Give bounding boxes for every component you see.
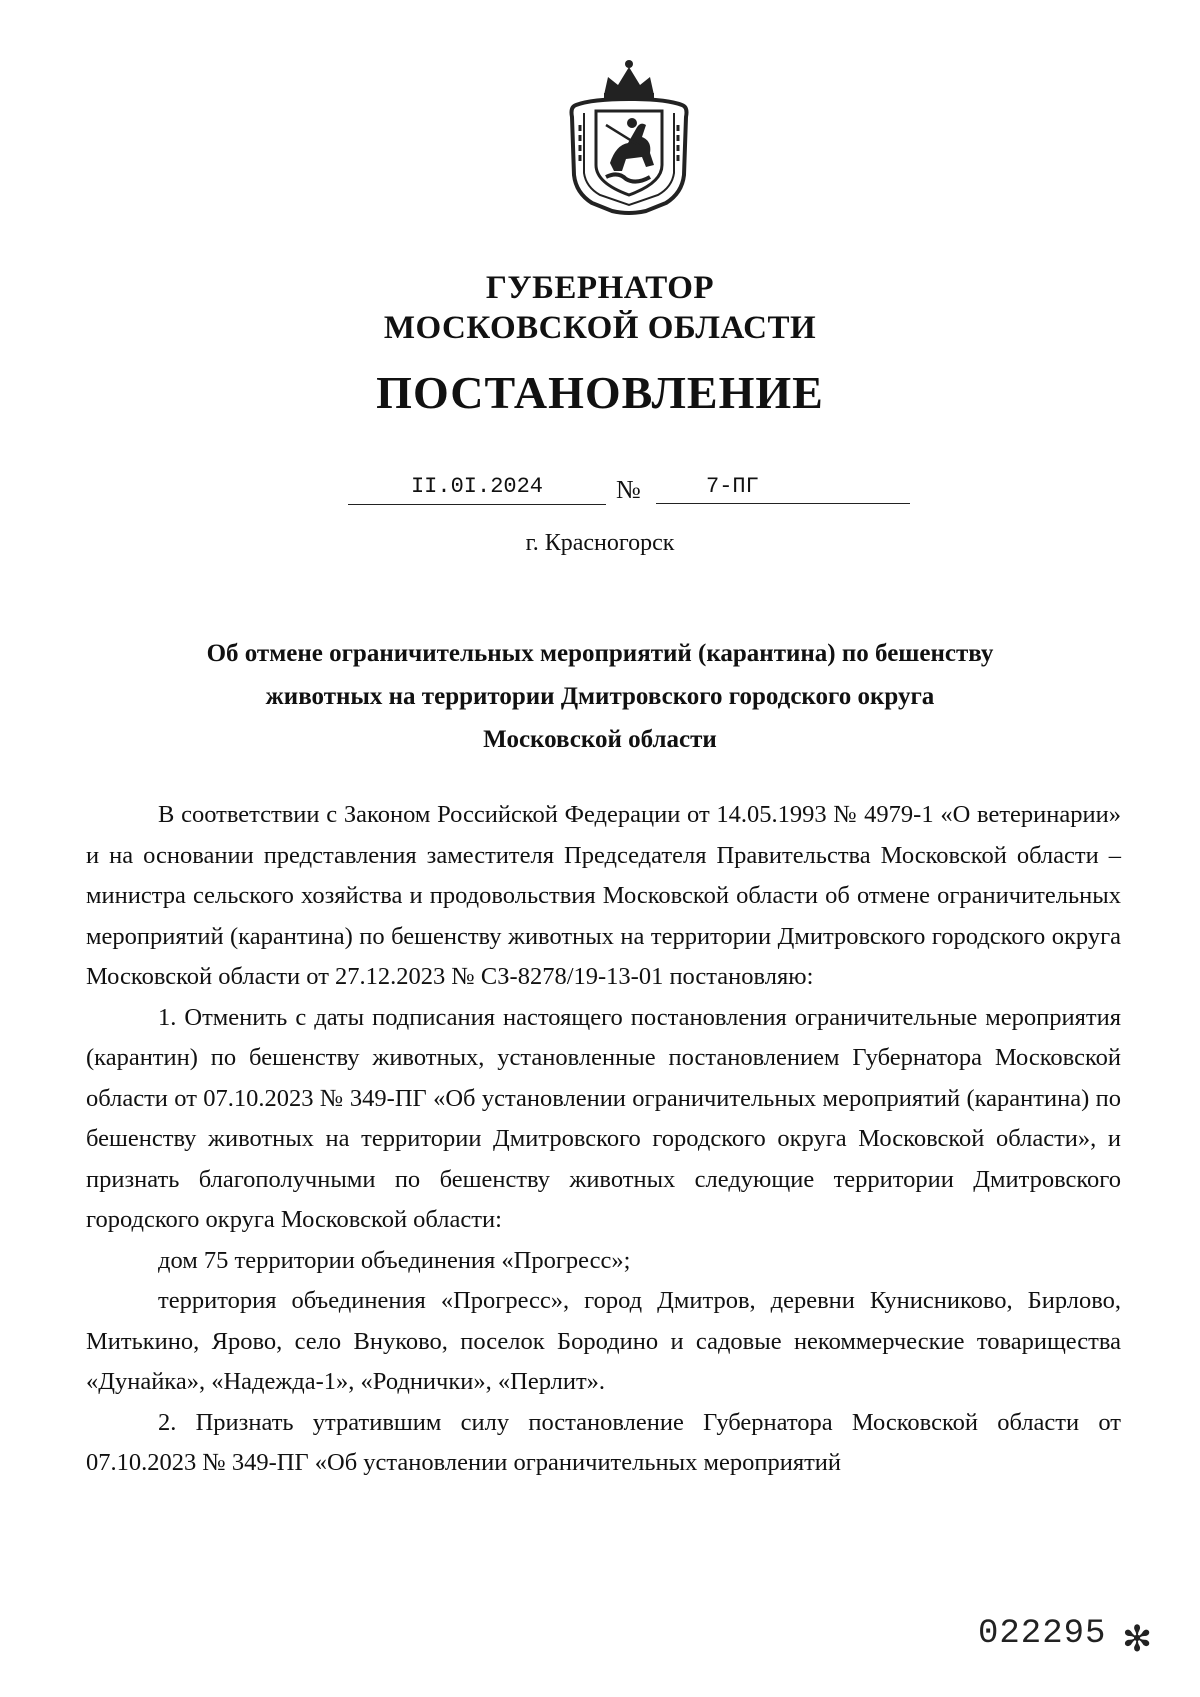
authority-heading [0,268,1200,348]
title-line1: Об отмене ограничительных мероприятий (карантина) по бешенству [206,640,994,667]
body-paragraph-house: дом 75 территории объединения «Прогресс»; [158,1246,631,1274]
body-paragraph-territories: территория объединения «Прогресс», город Дмитров, деревни Кунисниково, Бирлово, Митькино, Ярово, село Внуково, поселок Бородино и садовые некоммерческие товарищества «Дунайка», «Надежда-1», «Роднички», «Перлит». [86,1287,1121,1395]
asterisk-star-icon: ✻ [1122,1619,1153,1659]
body-paragraph-item1: 1. Отменить с даты подписания настоящего постановления ограничительные мероприятия (карантин) по бешенству животных, установленные постановлением Губернатора Московской области от 07.10.2023 № 349-ПГ «Об установлении ограничительных мероприятий (карантина) по бешенству животных на территории Дмитровского городского округа Московской области», и признать благополучными по бешенству животных следующие территории Дмитровского городского округа Московской области: [86,1003,1121,1233]
number-sign: № [616,475,641,504]
authority-line1: ГУБЕРНАТОР [485,270,715,306]
authority-line2: МОСКОВСКОЙ ОБЛАСТИ [383,310,817,346]
document-title [0,632,1200,761]
body-paragraph-preamble: В соответствии с Законом Российской Федерации от 14.05.1993 № 4979-1 «О ветеринарии» и на основании представления заместителя Председателя Правительства Московской области – министра сельского хозяйства и продовольствия Московской области об отмене ограничительных мероприятий (карантина) по бешенству животных на территории Дмитровского городского округа Московской области от 27.12.2023 № СЗ-8278/19-13-01 постановляю: [86,801,1121,990]
coat-of-arms-icon [566,55,692,217]
document-number: 7-ПГ [656,470,910,504]
document-type: ПОСТАНОВЛЕНИЕ [376,367,824,418]
document-body [86,795,1121,1484]
body-paragraph-item2: 2. Признать утратившим силу постановление Губернатора Московской области от 07.10.2023 № 349-ПГ «Об установлении ограничительных мероприятий [86,1408,1121,1476]
title-line3: Московской области [483,726,717,753]
title-line2: животных на территории Дмитровского городского округа [265,683,935,710]
serial-number: 022295 [978,1615,1107,1653]
document-date: II.0I.2024 [348,470,606,505]
city-name: г. Красногорск [525,530,675,556]
